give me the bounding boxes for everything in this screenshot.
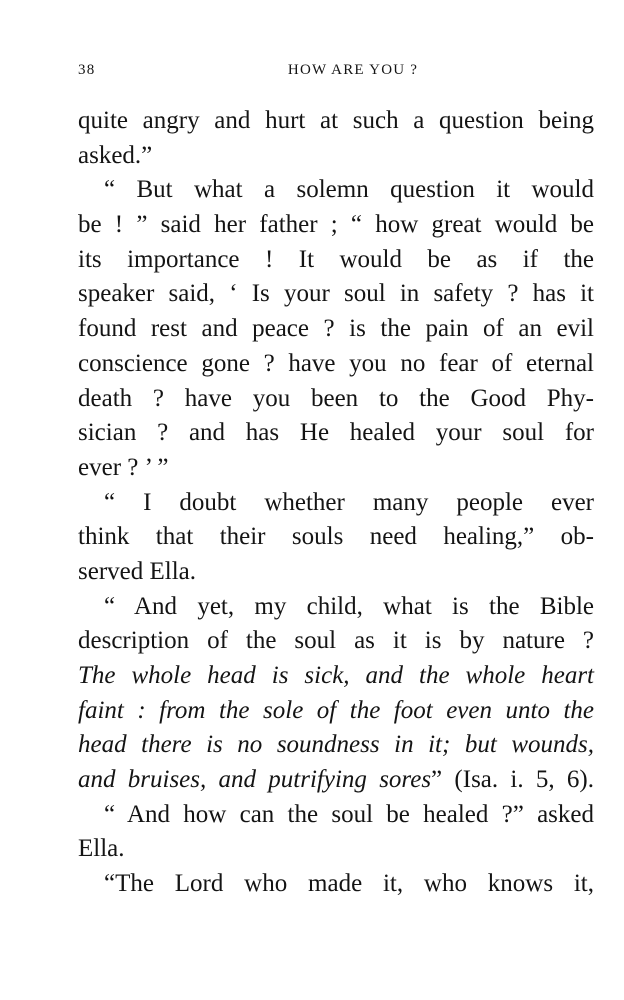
text-line: head there is no soundness in it; but wounds, xyxy=(78,731,594,759)
text-line: faint : from the sole of the foot even unto the xyxy=(78,696,594,724)
scripture-reference: ” (Isa. i. 5, 6). xyxy=(431,766,594,794)
text-line: sician ? and has He healed your soul for xyxy=(78,419,594,447)
text-line: speaker said, ‘ Is your soul in safety ? has it xyxy=(78,280,594,308)
page-number: 38 xyxy=(78,62,96,78)
text-line: asked.” xyxy=(78,141,153,169)
text-line: think that their souls need healing,” ob- xyxy=(78,523,594,551)
text-line: quite angry and hurt at such a question being xyxy=(78,107,594,134)
text-line: be ! ” said her father ; “ how great would be xyxy=(78,211,594,239)
text-line: served Ella. xyxy=(78,557,197,585)
text-line: death ? have you been to the Good Phy- xyxy=(78,384,594,412)
running-title: HOW ARE YOU ? xyxy=(287,62,419,78)
text-line xyxy=(78,763,594,798)
text-line: Ella. xyxy=(78,835,125,863)
text-line: “ I doubt whether many people ever xyxy=(104,488,594,516)
text-line: The whole head is sick, and the whole heart xyxy=(78,662,594,689)
running-head xyxy=(78,62,594,86)
scripture-quote: and bruises, and putrifying sores xyxy=(78,766,432,794)
text-line: found rest and peace ? is the pain of an evil xyxy=(78,315,594,343)
text-line: “ And yet, my child, what is the Bible xyxy=(104,592,594,620)
text-line: description of the soul as it is by nature ? xyxy=(78,627,594,655)
text-line: ever ? ’ ” xyxy=(78,453,169,481)
text-line: its importance ! It would be as if the xyxy=(78,245,594,273)
text-line: “ And how can the soul be healed ?” asked xyxy=(104,800,594,828)
text-line: “The Lord who made it, who knows it, xyxy=(104,870,594,898)
body-text xyxy=(78,104,594,902)
text-line: conscience gone ? have you no fear of eternal xyxy=(78,349,594,377)
text-line: “ But what a solemn question it would xyxy=(104,176,594,204)
